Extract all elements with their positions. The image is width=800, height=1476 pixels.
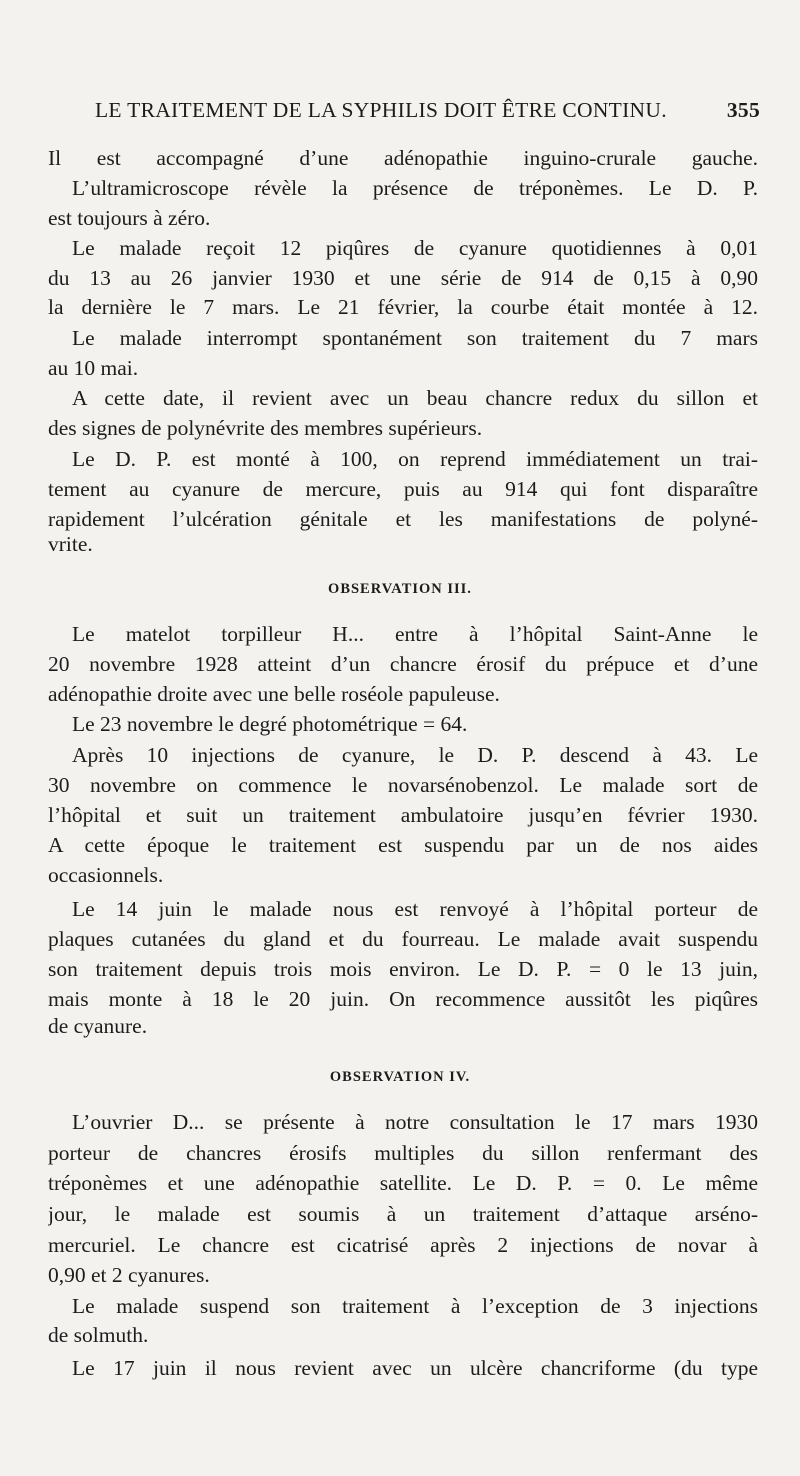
text-line: adénopathie droite avec une belle roséole papuleuse. [48,682,500,706]
text-line: Le malade interrompt spontanément son traitement du 7 mars [72,326,758,350]
text-line: est toujours à zéro. [48,206,211,230]
text-line: la dernière le 7 mars. Le 21 février, la courbe était montée à 12. [48,295,758,319]
text-line: L’ultramicroscope révèle la présence de tréponèmes. Le D. P. [72,176,758,200]
text-line: Le 23 novembre le degré photométrique = 64. [72,712,468,736]
text-line: Il est accompagné d’une adénopathie inguino-crurale gauche. [48,146,758,170]
running-title: LE TRAITEMENT DE LA SYPHILIS DOIT ÊTRE CONTINU. [95,98,667,122]
text-line: 30 novembre on commence le novarsénobenzol. Le malade sort de [48,773,758,797]
text-line: jour, le malade est soumis à un traitement d’attaque arséno- [48,1202,758,1226]
text-line: mercuriel. Le chancre est cicatrisé après 2 injections de novar à [48,1233,758,1257]
text-line: plaques cutanées du gland et du fourreau. Le malade avait suspendu [48,927,758,951]
text-line: occasionnels. [48,863,164,887]
text-line: mais monte à 18 le 20 juin. On recommence aussitôt les piqûres [48,987,758,1011]
text-line: rapidement l’ulcération génitale et les manifestations de polyné- [48,507,758,531]
text-line: porteur de chancres érosifs multiples du sillon renfermant des [48,1141,758,1165]
text-line: vrite. [48,532,93,556]
running-header [95,98,760,123]
text-line: Le malade reçoit 12 piqûres de cyanure quotidiennes à 0,01 [72,236,758,260]
text-line: A cette époque le traitement est suspendu par un de nos aides [48,833,758,857]
text-line: au 10 mai. [48,356,139,380]
text-line: son traitement depuis trois mois environ. Le D. P. = 0 le 13 juin, [48,957,758,981]
text-line: 0,90 et 2 cyanures. [48,1263,210,1287]
text-line: A cette date, il revient avec un beau chancre redux du sillon et [72,386,758,410]
text-line: du 13 au 26 janvier 1930 et une série de 914 de 0,15 à 0,90 [48,266,758,290]
text-line: de cyanure. [48,1014,148,1038]
text-line: l’hôpital et suit un traitement ambulatoire jusqu’en février 1930. [48,803,758,827]
text-line: tement au cyanure de mercure, puis au 914 qui font disparaître [48,477,758,501]
page-number: 355 [726,98,760,122]
text-line: tréponèmes et une adénopathie satellite. Le D. P. = 0. Le même [48,1171,758,1195]
text-line: 20 novembre 1928 atteint d’un chancre érosif du prépuce et d’une [48,652,758,676]
section-heading-observation-iii: OBSERVATION III. [328,581,472,597]
text-line: Le 17 juin il nous revient avec un ulcère chancriforme (du type [72,1356,758,1380]
text-line: L’ouvrier D... se présente à notre consultation le 17 mars 1930 [72,1110,758,1134]
section-heading-observation-iv: OBSERVATION IV. [329,1069,471,1085]
text-line: Le D. P. est monté à 100, on reprend immédiatement un trai- [72,447,758,471]
text-line: Le 14 juin le malade nous est renvoyé à l’hôpital porteur de [72,897,758,921]
text-line: Après 10 injections de cyanure, le D. P. descend à 43. Le [72,743,758,767]
text-line: Le matelot torpilleur H... entre à l’hôpital Saint-Anne le [72,622,758,646]
text-line: de solmuth. [48,1323,149,1347]
text-line: Le malade suspend son traitement à l’exception de 3 injections [72,1294,758,1318]
text-line: des signes de polynévrite des membres supérieurs. [48,416,483,440]
